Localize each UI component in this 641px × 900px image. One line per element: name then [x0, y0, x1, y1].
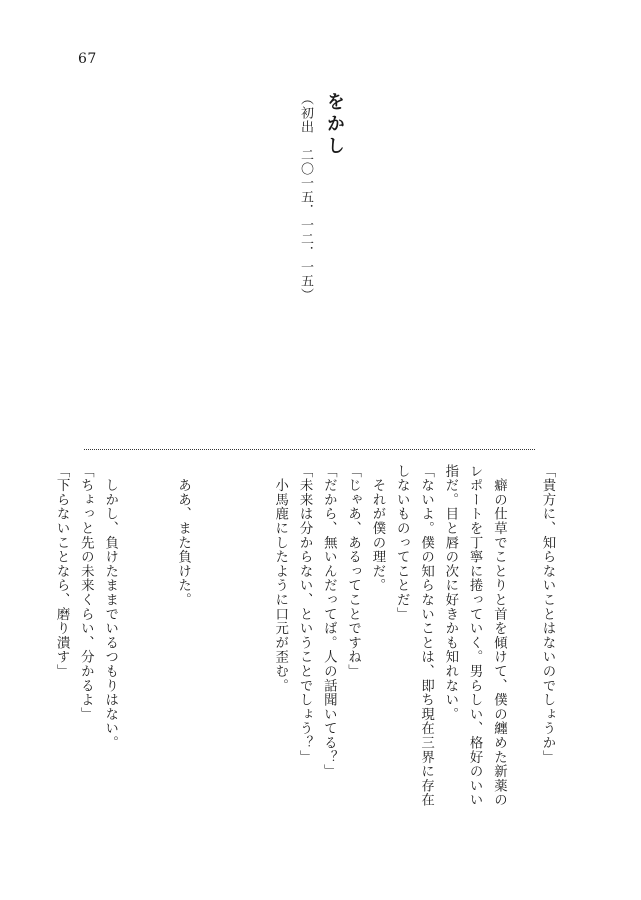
text-line: 「じゃあ、あるってことですね」: [345, 464, 361, 679]
story-body: [49, 464, 559, 824]
dotted-divider: [84, 449, 535, 450]
story-title: をかし: [324, 92, 345, 158]
page-number: 67: [78, 51, 97, 67]
text-line: 「ないよ。僕の知らないことは、即ち現在三界に存在: [418, 464, 434, 808]
text-line: 「ちょっと先の未来くらい、分かるよ」: [78, 464, 94, 722]
blank-line: [219, 464, 243, 824]
text-line: 「だから、無いんだってば。人の話聞いてる？」: [321, 464, 337, 779]
text-line: 「未来は分からない、ということでしょう？」: [297, 464, 313, 765]
text-line: 小馬鹿にしたように口元が歪む。: [272, 464, 288, 693]
text-line: 癖の仕草でことりと首を傾けて、僕の纏めた新薬の: [491, 464, 507, 808]
text-line: 指だ。目と唇の次に好きかも知れない。: [442, 464, 458, 722]
text-line: 「下らないことなら、磨り潰す」: [54, 464, 70, 679]
blank-line: [243, 464, 267, 824]
publication-note: （初出 二〇一五．一二．一五）: [298, 92, 313, 302]
title-block: [295, 92, 345, 332]
blank-line: [195, 464, 219, 824]
text-line: 「貴方に、知らないことはないのでしょうか」: [540, 464, 555, 765]
blank-line: [122, 464, 146, 824]
text-line: しかし、負けたままでいるつもりはない。: [102, 464, 118, 750]
text-line: ああ、また負けた。: [175, 464, 191, 607]
text-line: レポートを丁寧に捲っていく。男らしい、格好のいい: [467, 464, 483, 808]
text-line: しないものってことだ」: [394, 464, 410, 622]
text-line: それが僕の理だ。: [369, 464, 385, 593]
blank-line: [510, 464, 534, 824]
blank-line: [146, 464, 170, 824]
